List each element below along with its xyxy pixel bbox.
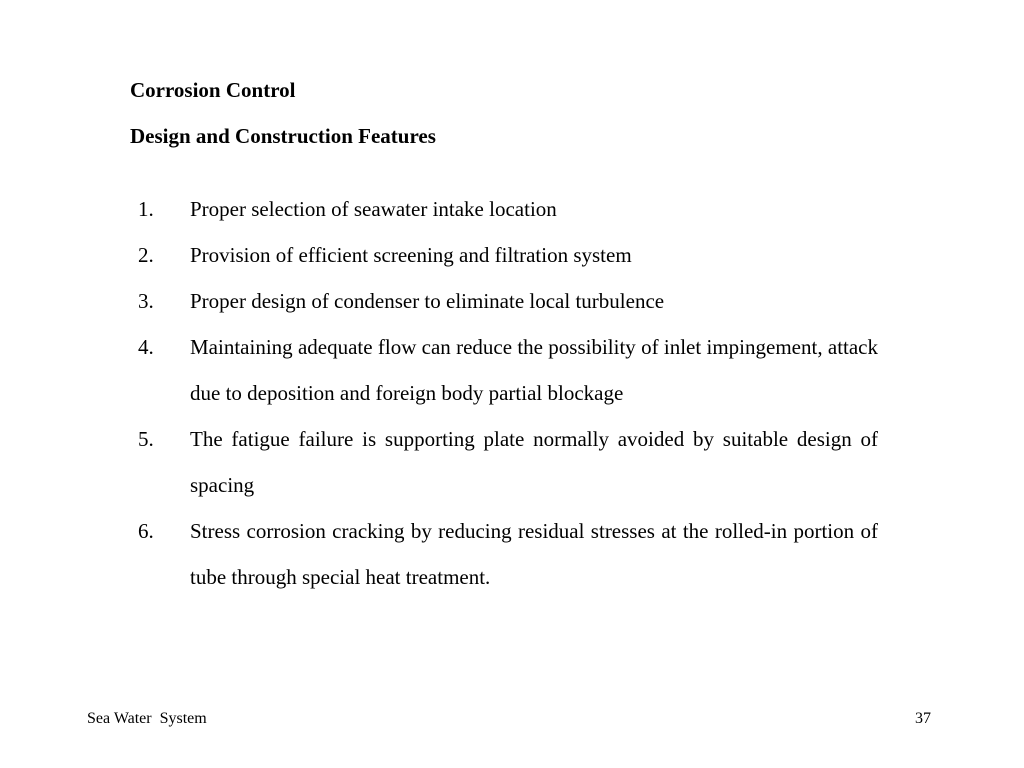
item-number: 2. <box>138 243 154 267</box>
item-text: Maintaining adequate flow can reduce the possibility of inlet impingement, attack due to deposition and foreign body partial blockage <box>190 335 878 405</box>
list-item <box>138 278 878 324</box>
list-item <box>138 508 878 600</box>
list-item <box>138 324 878 416</box>
item-text: Proper selection of seawater intake location <box>190 197 557 221</box>
item-text: Stress corrosion cracking by reducing residual stresses at the rolled-in portion of tube through special heat treatment. <box>190 519 878 589</box>
slide-subtitle: Design and Construction Features <box>130 124 436 148</box>
item-number: 5. <box>138 427 154 451</box>
item-number: 4. <box>138 335 154 359</box>
item-text: Provision of efficient screening and filtration system <box>190 243 632 267</box>
list-item <box>138 232 878 278</box>
footer-title: Sea Water System <box>87 710 207 727</box>
list-item <box>138 416 878 508</box>
item-number: 1. <box>138 197 154 221</box>
item-text: The fatigue failure is supporting plate normally avoided by suitable design of spacing <box>190 427 878 497</box>
feature-list <box>138 186 878 600</box>
list-item <box>138 186 878 232</box>
item-number: 3. <box>138 289 154 313</box>
item-text: Proper design of condenser to eliminate local turbulence <box>190 289 665 313</box>
slide-title: Corrosion Control <box>130 78 296 102</box>
item-number: 6. <box>138 519 154 543</box>
page-number: 37 <box>915 710 931 727</box>
